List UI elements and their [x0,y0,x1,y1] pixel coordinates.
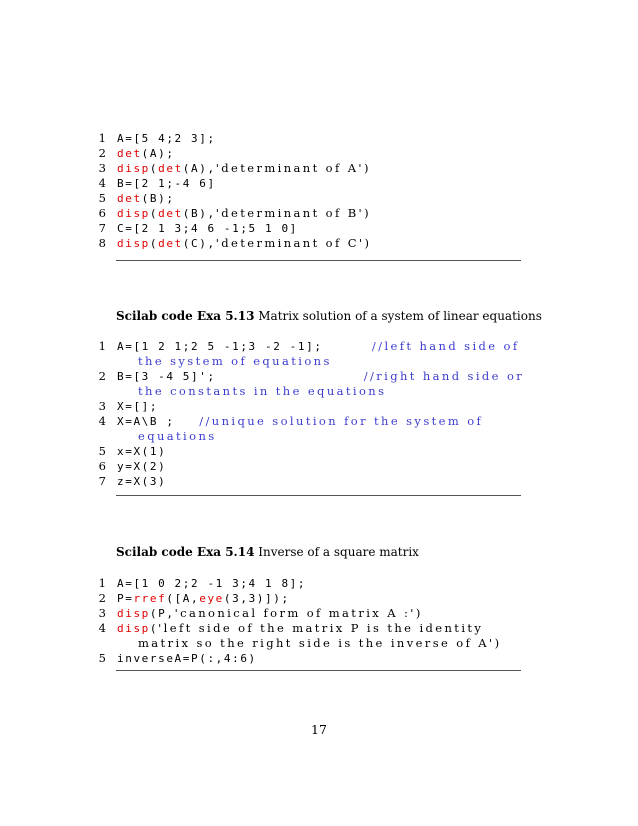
code-line [92,591,522,606]
code-token: x=X(1) [117,445,167,458]
page-number: 17 [311,722,327,737]
code-token: B=[3 -4 5]'; [117,370,364,383]
section-heading-exa-5-14 [116,545,419,559]
line-number: 5 [98,444,106,458]
code-token: X=A\B ; [117,415,200,428]
code-keyword: disp [117,607,150,620]
code-text [117,621,483,636]
code-token: ( [149,622,159,635]
code-text [117,176,216,191]
code-keyword: det [158,207,183,220]
code-comment: the constants in the equations [138,384,387,398]
code-line [92,459,522,474]
line-number: 4 [98,621,106,635]
code-label: Scilab code Exa 5.14 [116,545,255,559]
code-keyword: disp [117,207,150,220]
code-string: 'determinant of C') [215,236,372,250]
code-text [117,459,166,474]
code-keyword: det [158,162,183,175]
code-token: inverseA=P(:,4:6) [117,652,257,665]
code-token: B=[2 1;-4 6] [117,177,216,190]
code-line [92,176,522,191]
line-number: 2 [98,369,106,383]
code-token: z=X(3) [117,475,167,488]
line-number: 1 [98,576,106,590]
code-text [117,146,175,161]
code-keyword: disp [117,237,150,250]
code-text [117,591,290,606]
code-line-continuation [92,636,522,651]
code-token: ( [149,207,159,220]
code-token: (B), [182,207,216,220]
code-token: A=[1 2 1;2 5 -1;3 -2 -1]; [117,340,372,353]
code-line [92,206,522,221]
listing-divider [116,670,521,671]
code-comment: //right hand side or [363,369,525,383]
code-text [138,384,386,399]
code-comment: //left hand side of [371,339,520,353]
code-line [92,474,522,489]
code-line [92,414,522,429]
code-token: C=[2 1 3;4 6 -1;5 1 0] [117,222,298,235]
code-text [117,339,520,354]
code-token: ([A, [166,592,200,605]
code-line-continuation [92,354,522,369]
code-text [117,236,371,251]
code-text [117,444,166,459]
code-token: X=[]; [117,400,159,413]
line-number: 2 [98,591,106,605]
code-line [92,161,522,176]
code-keyword: det [158,237,183,250]
code-text [117,206,371,221]
section-title: Matrix solution of a system of linear equations [258,309,542,323]
code-line [92,131,522,146]
line-number: 2 [98,146,106,160]
code-token: P= [117,592,134,605]
line-number: 3 [98,161,106,175]
code-line [92,236,522,251]
code-text [117,651,257,666]
code-token: (B); [141,192,175,205]
code-text [117,131,216,146]
code-keyword: disp [117,162,150,175]
code-text [117,399,158,414]
code-text [117,414,483,429]
code-line [92,191,522,206]
line-number: 7 [98,221,106,235]
code-keyword: disp [117,622,150,635]
code-comment: the system of equations [138,354,332,368]
code-line [92,606,522,621]
code-listing-exa-5-14 [92,576,522,666]
code-string: matrix so the right side is the inverse of A') [138,636,502,650]
code-string: 'determinant of B') [215,206,372,220]
code-line [92,146,522,161]
line-number: 4 [98,176,106,190]
code-keyword: eye [199,592,224,605]
section-heading-exa-5-13 [116,309,542,323]
code-text [138,354,332,369]
code-text [117,576,306,591]
listing-divider [116,260,521,261]
line-number: 3 [98,399,106,413]
code-token: y=X(2) [117,460,167,473]
line-number: 7 [98,474,106,488]
line-number: 1 [98,339,106,353]
code-token: A=[5 4;2 3]; [117,132,216,145]
line-number: 8 [98,236,106,250]
code-label: Scilab code Exa 5.13 [116,309,255,323]
line-number: 4 [98,414,106,428]
code-line [92,339,522,354]
code-token: ( [149,237,159,250]
code-line [92,651,522,666]
code-text [117,161,371,176]
code-keyword: det [117,147,142,160]
line-number: 1 [98,131,106,145]
line-number: 6 [98,206,106,220]
code-line [92,369,525,384]
code-line [92,621,522,636]
code-line [92,399,522,414]
code-listing-exa-5-12 [92,131,522,251]
line-number: 5 [98,651,106,665]
code-text [117,606,423,621]
code-keyword: det [117,192,142,205]
code-token: (A), [182,162,216,175]
line-number: 5 [98,191,106,205]
code-keyword: rref [133,592,167,605]
code-string: 'determinant of A') [215,161,371,175]
code-text [117,221,298,236]
code-text [117,474,166,489]
line-number: 3 [98,606,106,620]
code-token: ( [149,162,159,175]
code-string: 'canonical form of matrix A :') [174,606,423,620]
code-text [138,429,217,444]
code-listing-exa-5-13 [92,339,525,489]
code-token: (P, [149,607,175,620]
code-line [92,221,522,236]
code-line [92,576,522,591]
code-text [138,636,501,651]
code-text [117,369,524,384]
listing-divider [116,495,521,496]
code-comment: equations [138,429,217,443]
code-token: (C), [182,237,216,250]
code-text [117,191,175,206]
code-comment: //unique solution for the system of [199,414,484,428]
code-string: 'left side of the matrix P is the identity [158,621,484,635]
code-token: (A); [141,147,175,160]
line-number: 6 [98,459,106,473]
section-title: Inverse of a square matrix [258,545,419,559]
code-line-continuation [92,429,522,444]
code-token: A=[1 0 2;2 -1 3;4 1 8]; [117,577,307,590]
code-line [92,444,522,459]
code-line-continuation [92,384,522,399]
code-token: (3,3)]); [223,592,290,605]
